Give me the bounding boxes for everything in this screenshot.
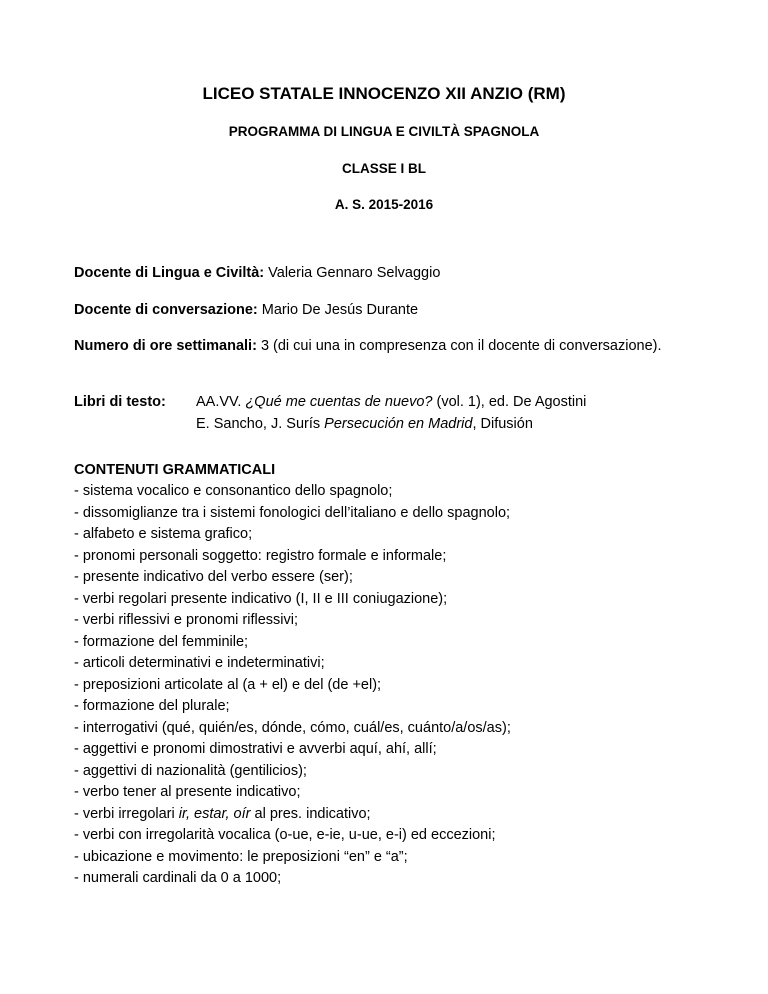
textbook-1-details: (vol. 1), ed. De Agostini	[432, 394, 587, 410]
list-item: - presente indicativo del verbo essere (ser);	[74, 569, 353, 585]
textbooks-label: Libri di testo:	[74, 394, 166, 410]
textbook-2-details: , Difusión	[472, 416, 533, 432]
conversation-label: Docente di conversazione:	[74, 302, 258, 318]
list-item: - formazione del femminile;	[74, 633, 249, 650]
irregular-suffix: al pres. indicativo;	[250, 805, 371, 822]
class-label: CLASSE I BL	[341, 161, 426, 176]
textbook-1-title: ¿Qué me cuentas de nuevo?	[245, 394, 433, 410]
weekly-hours-line	[74, 337, 696, 356]
list-item: - dissomiglianze tra i sistemi fonologici dell’italiano e dello spagnolo;	[74, 504, 511, 521]
list-item: - numerali cardinali da 0 a 1000;	[74, 870, 282, 886]
list-item: - articoli determinativi e indeterminativi;	[74, 655, 325, 671]
school-title: LICEO STATALE INNOCENZO XII ANZIO (RM)	[202, 84, 566, 103]
hours-value: 3 (di cui una in compresenza con il docente di conversazione).	[260, 338, 662, 354]
list-item: - pronomi personali soggetto: registro formale e informale;	[74, 547, 447, 564]
textbook-2-authors: E. Sancho, J. Surís	[196, 416, 325, 432]
grammar-contents	[74, 459, 714, 890]
irregular-prefix: - verbi irregolari	[74, 805, 179, 822]
list-item: - ubicazione e movimento: le preposizioni “en” e “a”;	[74, 848, 408, 865]
list-item: - verbi riflessivi e pronomi riflessivi;	[74, 612, 298, 628]
list-item: - verbo tener al presente indicativo;	[74, 784, 301, 800]
conversation-teacher-line	[74, 301, 696, 320]
list-item-irregular-verbs	[74, 804, 714, 826]
teacher-value: Valeria Gennaro Selvaggio	[268, 265, 441, 281]
list-item: - preposizioni articolate al (a + el) e del (de +el);	[74, 676, 382, 693]
list-item: - formazione del plurale;	[74, 698, 230, 714]
list-item: - verbi regolari presente indicativo (I, II e III coniugazione);	[74, 590, 448, 607]
contents-heading: CONTENUTI GRAMMATICALI	[74, 462, 276, 478]
textbook-2-title: Persecución en Madrid	[324, 416, 473, 432]
teacher-label: Docente di Lingua e Civiltà:	[74, 265, 265, 281]
textbook-1-authors: AA.VV.	[196, 394, 246, 410]
list-item: - sistema vocalico e consonantico dello spagnolo;	[74, 483, 393, 499]
conversation-value: Mario De Jesús Durante	[261, 302, 419, 318]
grammar-list	[74, 481, 714, 890]
hours-label: Numero di ore settimanali:	[74, 338, 257, 354]
school-year: A. S. 2015-2016	[334, 197, 434, 212]
textbook-2	[196, 413, 716, 435]
program-title: PROGRAMMA DI LINGUA E CIVILTÀ SPAGNOLA	[228, 124, 540, 139]
list-item: - aggettivi e pronomi dimostrativi e avverbi aquí, ahí, allí;	[74, 741, 437, 757]
list-item: - alfabeto e sistema grafico;	[74, 526, 253, 542]
teacher-line	[74, 264, 696, 283]
irregular-verbs: ir, estar, oír	[178, 805, 251, 822]
textbook-1	[196, 391, 716, 413]
list-item: - interrogativi (qué, quién/es, dónde, cómo, cuál/es, cuánto/a/os/as);	[74, 719, 511, 736]
list-item: - verbi con irregolarità vocalica (o-ue, e-ie, u-ue, e-i) ed eccezioni;	[74, 827, 496, 843]
list-item: - aggettivi di nazionalità (gentilicios);	[74, 762, 307, 779]
